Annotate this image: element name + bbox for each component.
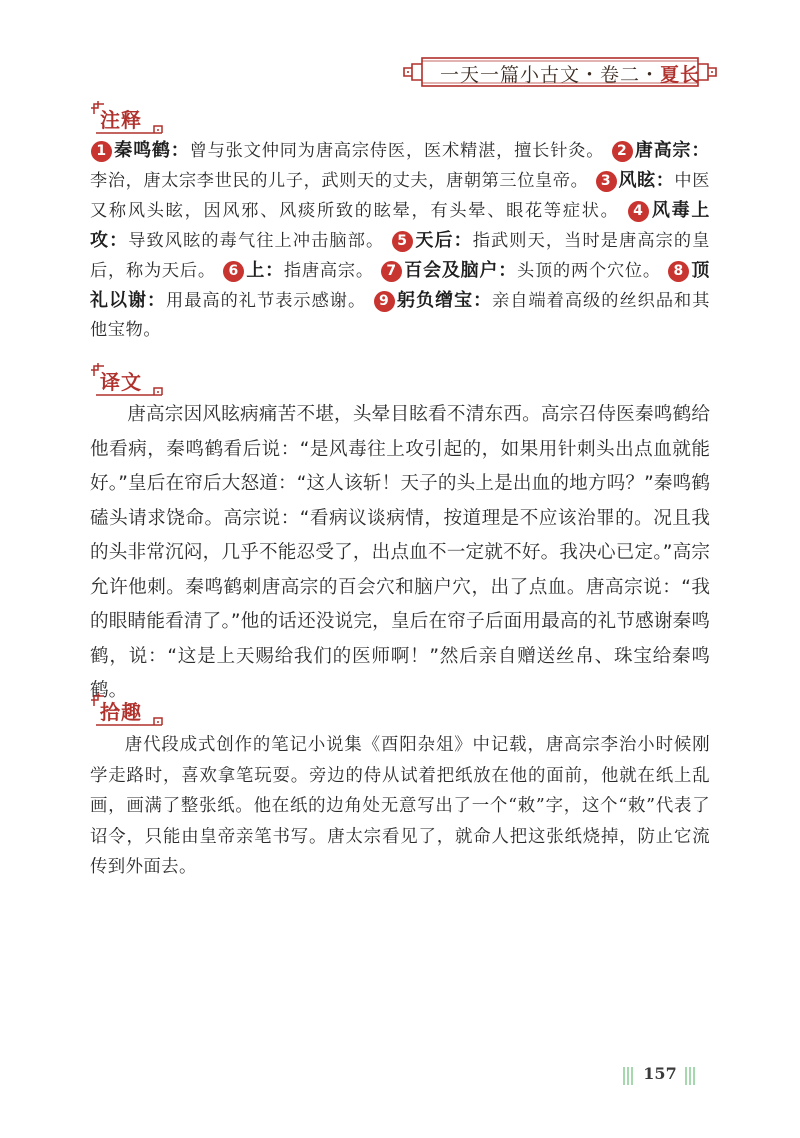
note-text: 用最高的礼节表示感谢。 — [166, 291, 367, 311]
note-term: 风眩： — [618, 170, 675, 191]
folio-bars-ornament — [622, 1066, 636, 1086]
note-term: 唐高宗： — [634, 140, 710, 161]
note-term: 顶礼以谢： — [90, 260, 710, 311]
note-text: 导致风眩的毒气往上冲击脑部。 — [128, 231, 385, 251]
note-number-badge: 4 — [628, 201, 649, 222]
notes-list — [90, 136, 710, 345]
note-item — [380, 261, 661, 281]
note-text: 头顶的两个穴位。 — [517, 261, 661, 281]
translation-paragraph: 唐高宗因风眩病痛苦不堪，头晕目眩看不清东西。高宗召侍医秦鸣鹤给他看病，秦鸣鹤看后说：“是风毒往上攻引起的，如果用针刺头出点血就能好。”皇后在帘后大怒道：“这人该斩！天子的头上是出血的地方吗？”秦鸣鹤磕头请求饶命。高宗说：“看病议谈病情，按道理是不应该治罪的。况且我的头非常沉闷，几乎不能忍受了，出点血不一定就不好。我决心已定。”高宗允许他刺。秦鸣鹤刺唐高宗的百会穴和脑户穴，出了点血。唐高宗说：“我的眼睛能看清了。”他的话还没说完，皇后在帘子后面用最高的礼节感谢秦鸣鹤，说：“这是上天赐给我们的医师啊！”然后亲自赠送丝帛、珠宝给秦鸣鹤。 — [90, 404, 710, 701]
note-term: 百会及脑户： — [404, 260, 518, 281]
section-translation-badge — [90, 362, 170, 398]
section-translation-title: 译文 — [100, 370, 142, 394]
header-title — [440, 60, 701, 87]
folio-bars-ornament — [682, 1066, 696, 1086]
note-number-badge: 5 — [392, 231, 413, 252]
section-trivia-badge — [90, 692, 170, 728]
note-text: 指唐高宗。 — [283, 261, 374, 281]
section-notes-title: 注释 — [100, 108, 142, 132]
page-folio — [622, 1062, 702, 1090]
note-text: 李治，唐太宗李世民的儿子，武则天的丈夫，唐朝第三位皇帝。 — [90, 171, 589, 191]
trivia-paragraph: 唐代段成式创作的笔记小说集《酉阳杂俎》中记载，唐高宗李治小时候刚学走路时，喜欢拿笔玩耍。旁边的侍从试着把纸放在他的面前，他就在纸上乱画，画满了整张纸。他在纸的边角处无意写出了一个“敕”字，这个“敕”代表了诏令，只能由皇帝亲笔书写。唐太宗看见了，就命人把这张纸烧掉，防止它流传到外面去。 — [90, 735, 710, 877]
note-text: 指武则天，当时是唐高宗的皇后，称为天后。 — [90, 231, 711, 281]
note-term: 风毒上攻： — [90, 200, 710, 251]
note-number-badge: 1 — [91, 141, 112, 162]
note-number-badge: 9 — [374, 291, 395, 312]
note-text: 中医又称风头眩，因风邪、风痰所致的眩晕，有头晕、眼花等症状。 — [90, 171, 710, 221]
page-number: 157 — [643, 1064, 677, 1083]
note-number-badge: 8 — [668, 261, 689, 282]
note-term: 上： — [246, 260, 284, 281]
note-term: 秦鸣鹤： — [114, 140, 190, 161]
note-term: 躬负缯宝： — [396, 290, 493, 311]
note-number-badge: 2 — [612, 141, 633, 162]
note-number-badge: 6 — [223, 261, 244, 282]
note-item — [90, 141, 604, 161]
header-volume-accent: 夏长 — [660, 64, 701, 86]
note-term: 天后： — [414, 230, 473, 251]
note-item — [222, 261, 374, 281]
running-header — [400, 52, 720, 92]
note-number-badge: 7 — [381, 261, 402, 282]
header-book-title: 一天一篇小古文・卷二・ — [440, 64, 661, 86]
note-text: 亲自端着高级的丝织品和其他宝物。 — [90, 291, 711, 340]
note-text: 曾与张文仲同为唐高宗侍医，医术精湛，擅长针灸。 — [189, 141, 605, 161]
section-trivia-title: 拾趣 — [100, 700, 142, 724]
note-number-badge: 3 — [596, 171, 617, 192]
section-notes-badge — [90, 100, 170, 136]
